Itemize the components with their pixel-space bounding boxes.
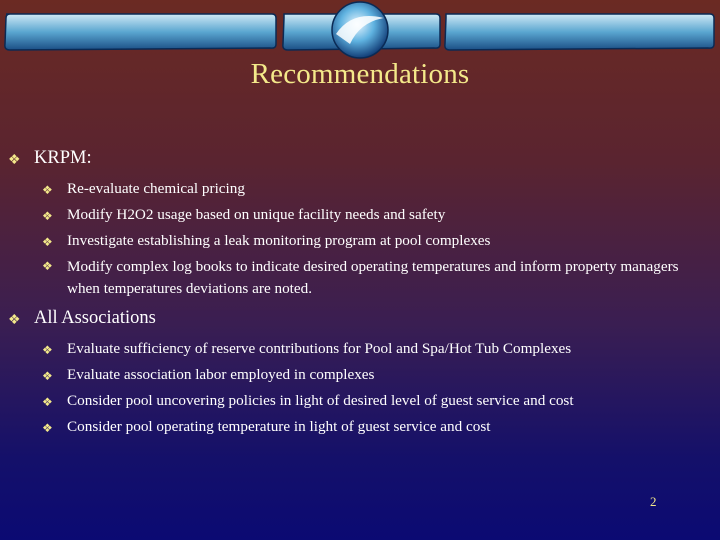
list-item-text: Investigate establishing a leak monitoring program at pool complexes bbox=[67, 232, 491, 249]
section-heading-label: All Associations bbox=[34, 308, 156, 328]
diamond-bullet-icon: ❖ bbox=[42, 343, 53, 357]
header-banner bbox=[0, 0, 720, 62]
list-item bbox=[0, 388, 720, 414]
diamond-bullet-icon: ❖ bbox=[42, 395, 53, 409]
list-item bbox=[0, 228, 720, 254]
list-item bbox=[0, 202, 720, 228]
associations-list bbox=[0, 336, 720, 440]
section-heading-all-associations bbox=[0, 306, 720, 330]
list-item-text: Evaluate sufficiency of reserve contributions for Pool and Spa/Hot Tub Complexes bbox=[67, 340, 572, 357]
krpm-list bbox=[0, 176, 720, 300]
diamond-bullet-icon: ❖ bbox=[42, 369, 53, 383]
list-item-text: Evaluate association labor employed in complexes bbox=[67, 366, 375, 383]
list-item bbox=[0, 336, 720, 362]
banner-right-stripe bbox=[445, 14, 714, 50]
bullet-content bbox=[0, 146, 720, 446]
section-heading-krpm bbox=[0, 146, 720, 170]
list-item-text: Consider pool operating temperature in light of guest service and cost bbox=[67, 418, 491, 435]
list-item-text: Modify complex log books to indicate desired operating temperatures and inform property managers when temperatures deviations are noted. bbox=[67, 258, 679, 297]
diamond-bullet-icon: ❖ bbox=[42, 209, 53, 223]
diamond-bullet-icon: ❖ bbox=[42, 235, 53, 249]
diamond-bullet-icon: ❖ bbox=[42, 183, 53, 197]
list-item-text: Modify H2O2 usage based on unique facility needs and safety bbox=[67, 206, 446, 223]
diamond-bullet-icon: ❖ bbox=[8, 313, 21, 328]
list-item bbox=[0, 256, 720, 300]
list-item bbox=[0, 362, 720, 388]
slide-title: Recommendations bbox=[250, 58, 470, 90]
list-item bbox=[0, 176, 720, 202]
list-item bbox=[0, 414, 720, 440]
list-item-text: Consider pool uncovering policies in light of desired level of guest service and cost bbox=[67, 392, 574, 409]
banner-left-stripe bbox=[5, 14, 276, 50]
diamond-bullet-icon: ❖ bbox=[8, 153, 21, 168]
diamond-bullet-icon: ❖ bbox=[42, 259, 53, 273]
section-heading-label: KRPM: bbox=[34, 148, 92, 168]
list-item-text: Re-evaluate chemical pricing bbox=[67, 180, 245, 197]
page-number: 2 bbox=[650, 494, 657, 509]
diamond-bullet-icon: ❖ bbox=[42, 421, 53, 435]
